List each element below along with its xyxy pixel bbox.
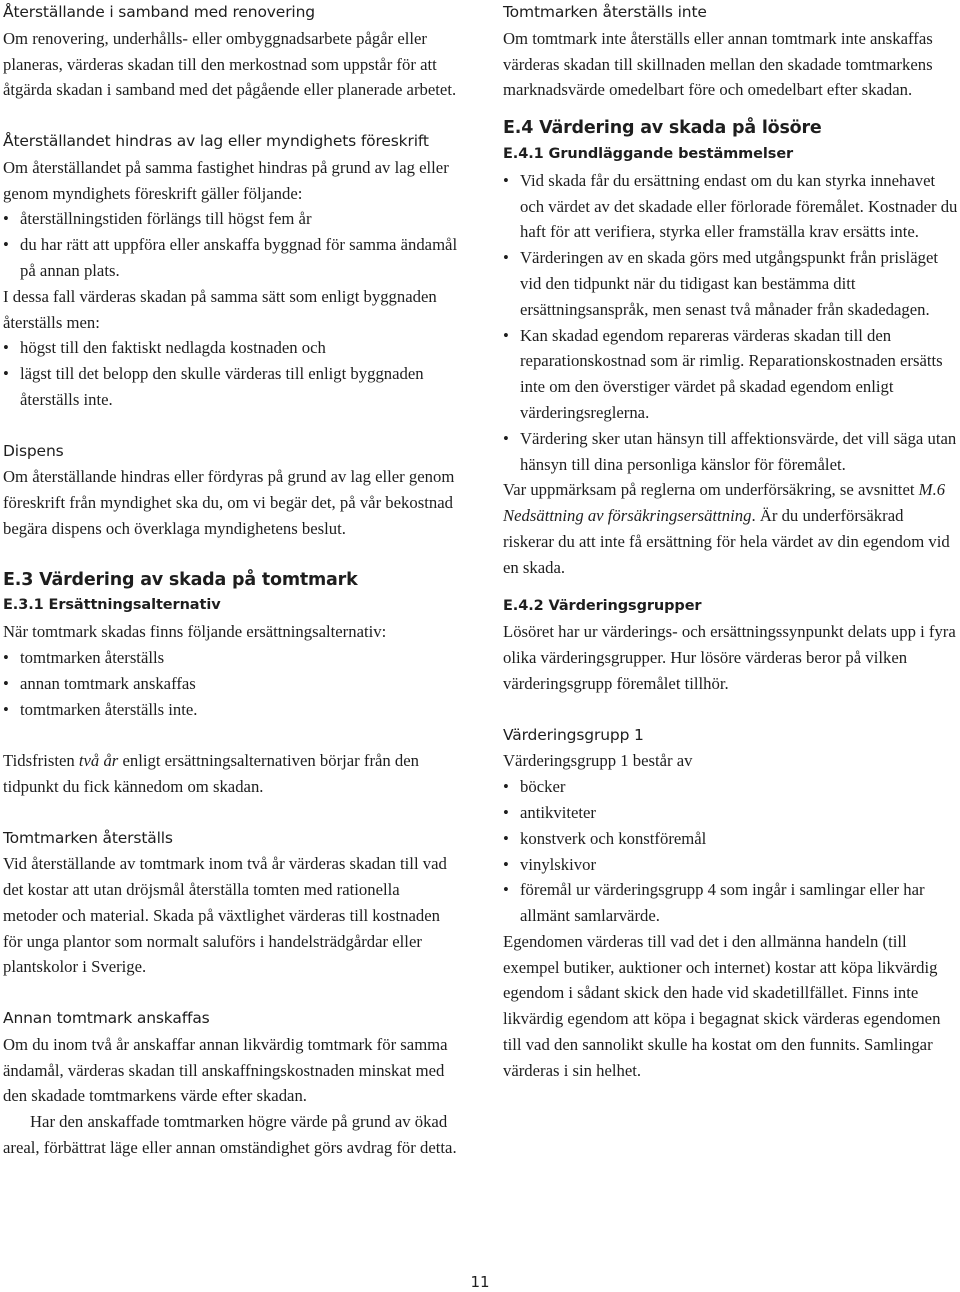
paragraph-tomtmarken-aterstalls: Vid återställande av tomtmark inom två år värderas skadan till vad det kostar att utan dröjsmål återställa tomten med rationella metoder och material. Skada på växtlighet värderas till kostnaden för unga plantor som normalt saluförs i handelsträdgårdar eller plantskolor i Sverige. (3, 854, 447, 977)
list-item: • högst till den faktiskt nedlagda kostnaden och (3, 335, 458, 361)
bullet-list-e41 (503, 168, 958, 478)
list-item: • Kan skadad egendom repareras värderas skadan till den reparationskostnad som är rimlig. Reparationskostnaden ersätts inte om den överstiger värdet på skadad egendom enligt värderingsreglerna. (503, 323, 958, 426)
heading-e4: E.4 Värdering av skada på lösöre (503, 118, 822, 139)
heading-e31: E.3.1 Ersättningsalternativ (3, 597, 221, 614)
paragraph-annan-tomtmark: Om du inom två år anskaffar annan likvärdig tomtmark för samma ändamål, värderas skadan till anskaffningskostnaden minskat med den skadade tomtmarkens värde efter skadan. (3, 1034, 448, 1106)
paragraph-renovering: Om renovering, underhålls- eller ombyggnadsarbete pågår eller planeras, värderas skadan till den merkostnad som uppstår för att åtgärda skadan i samband med det pågående eller planerade arbetet. (3, 28, 457, 100)
list-item: • du har rätt att uppföra eller anskaffa byggnad för samma ändamål på annan plats. (3, 232, 458, 284)
list-item: • Vid skada får du ersättning endast om du kan styrka innehavet och värdet av det skadade eller förlorade föremålet. Kostnader du haft för att verifiera, styrka eller framställa krav ersätts inte. (503, 168, 958, 245)
section-heading-vardgrupp-1: Värderingsgrupp 1 (503, 725, 644, 744)
list-item: • annan tomtmark anskaffas (3, 671, 458, 697)
list-item: • återställningstiden förlängs till högst fem år (3, 206, 458, 232)
paragraph-tidsfrist: Tidsfristen två år enligt ersättningsalternativen börjar från den tidpunkt du fick kännedom om skadan. (3, 751, 420, 796)
bullet-list-e31 (3, 645, 458, 722)
paragraph-vardgrupp-1-intro: Värderingsgrupp 1 består av (503, 751, 693, 771)
paragraph-e31: När tomtmark skadas finns följande ersättningsalternativ: (3, 622, 387, 642)
bullet-list-vardgrupp-1 (503, 774, 958, 929)
list-item: • tomtmarken återställs inte. (3, 697, 458, 723)
section-heading-renovering: Återställande i samband med renovering (3, 3, 315, 21)
section-heading-tomtmarken-aterstalls-inte: Tomtmarken återställs inte (503, 3, 707, 21)
list-item: • lägst till det belopp den skulle värderas till enligt byggnaden återställs inte. (3, 361, 458, 413)
heading-e41: E.4.1 Grundläggande bestämmelser (503, 145, 794, 162)
paragraph-hindras: Om återställandet på samma fastighet hindras på grund av lag eller genom myndighets föreskrift gäller följande: (3, 157, 449, 203)
list-item: • föremål ur värderingsgrupp 4 som ingår i samlingar eller har allmänt samlarvärde. (503, 877, 958, 929)
section-heading-hindras: Återställandet hindras av lag eller myndighets föreskrift (3, 131, 429, 150)
paragraph-underforsakring: Var uppmärksam på reglerna om underförsäkring, se avsnittet M.6 Nedsättning av försäkringsersättning. Är du underförsäkrad riskerar du att inte få ersättning för hela värdet av din egendom vid en skada. (503, 480, 950, 577)
paragraph-annan-tomtmark-avdrag: Har den anskaffade tomtmarken högre värde på grund av ökad areal, förbättrat läge eller annan omständighet görs avdrag för detta. (3, 1112, 457, 1158)
paragraph-dessa-fall: I dessa fall värderas skadan på samma sätt som enligt byggnaden återställs men: (3, 286, 437, 332)
paragraph-vardgrupp-1: Egendomen värderas till vad det i den allmänna handeln (till exempel butiker, auktioner och internet) kostar att köpa likvärdig egendom i sådant skick den hade vid skadetillfället. Finns inte likvärdig egendom att köpa i begagnat skick värderas egendomen till vad den sannolikt skulle ha kostat om den funnits. Samlingar värderas i sin helhet. (503, 931, 941, 1080)
bullet-list-hindras (3, 206, 458, 283)
paragraph-dispens: Om återställande hindras eller fördyras på grund av lag eller genom föreskrift från myndighet ska du, om vi begär det, på vår bekostnad begära dispens och överklaga myndighetens beslut. (3, 467, 455, 538)
paragraph-tomtmarken-aterstalls-inte: Om tomtmark inte återställs eller annan tomtmark inte anskaffas värderas skadan till skillnaden mellan den skadade tomtmarkens marknadsvärde omedelbart före och omedelbart efter skadan. (503, 28, 933, 100)
section-heading-dispens: Dispens (3, 441, 64, 460)
list-item: • böcker (503, 774, 958, 800)
paragraph-e42: Lösöret har ur värderings- och ersättningssynpunkt delats upp i fyra olika värderingsgrupper. Hur lösöre värderas beror på vilken värderingsgrupp föremålet tillhör. (503, 622, 956, 693)
heading-e3: E.3 Värdering av skada på tomtmark (3, 569, 358, 590)
list-item: • konstverk och konstföremål (503, 826, 958, 852)
page-number: 11 (470, 1273, 490, 1291)
bullet-list-dessa-fall (3, 335, 458, 412)
list-item: • Värdering sker utan hänsyn till affektionsvärde, det vill säga utan hänsyn till dina personliga känslor för föremålet. (503, 426, 958, 478)
right-column (503, 0, 958, 1084)
list-item: • Värderingen av en skada görs med utgångspunkt från prisläget vid den tidpunkt när du tidigast kan bestämma ditt ersättningsanspråk, men senast två månader från skadedagen. (503, 245, 958, 322)
list-item: • antikviteter (503, 800, 958, 826)
section-heading-tomtmarken-aterstalls: Tomtmarken återställs (3, 828, 173, 847)
list-item: • vinylskivor (503, 852, 958, 878)
left-column (3, 0, 458, 1161)
list-item: • tomtmarken återställs (3, 645, 458, 671)
section-heading-annan-tomtmark: Annan tomtmark anskaffas (3, 1009, 210, 1028)
heading-e42: E.4.2 Värderingsgrupper (503, 597, 702, 614)
